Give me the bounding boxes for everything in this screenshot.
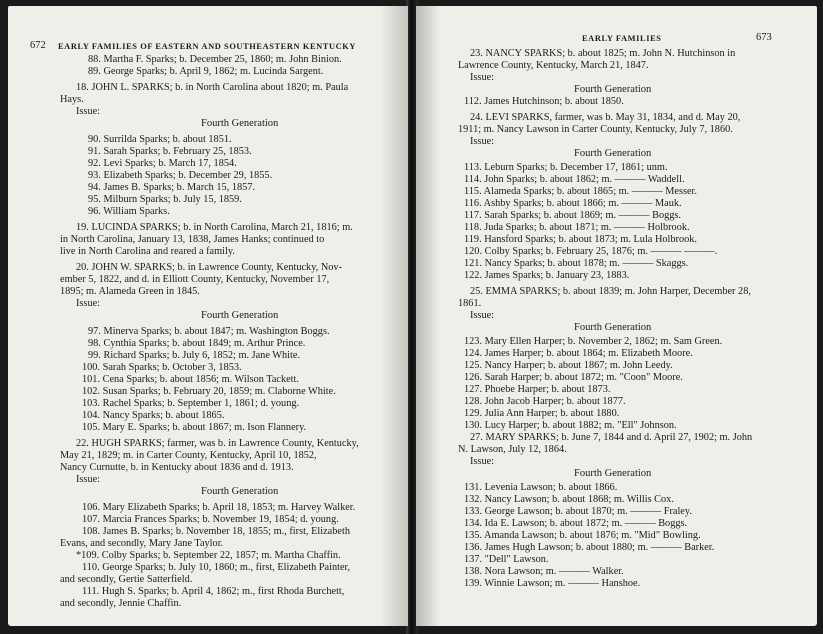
text-line: 138. Nora Lawson; m. ——— Walker. [464, 566, 624, 577]
text-line: 92. Levi Sparks; b. March 17, 1854. [88, 158, 237, 169]
text-line: 95. Milburn Sparks; b. July 15, 1859. [88, 194, 242, 205]
text-line: 88. Martha F. Sparks; b. December 25, 1860; m. John Binion. [88, 54, 342, 65]
text-line: Issue: [470, 310, 495, 321]
text-line: 1861. [458, 298, 482, 309]
left-page-content [8, 6, 408, 626]
text-line: 127. Phoebe Harper; b. about 1873. [464, 384, 611, 395]
text-line: May 21, 1829; m. in Carter County, Kentucky, April 10, 1852, [60, 450, 317, 461]
text-line: 96. William Sparks. [88, 206, 170, 217]
text-line: 105. Mary E. Sparks; b. about 1867; m. Ison Flannery. [82, 422, 307, 433]
text-line: 133. George Lawson; b. about 1870; m. ——— Fraley. [464, 506, 692, 517]
text-line: 134. Ida E. Lawson; b. about 1872; m. ——— Boggs. [464, 518, 688, 529]
text-line: Issue: [76, 298, 101, 309]
text-line: Issue: [470, 456, 495, 467]
text-line: 27. MARY SPARKS; b. June 7, 1844 and d. April 27, 1902; m. John [470, 432, 753, 443]
text-line: 116. Ashby Sparks; b. about 1866; m. ——— Mauk. [464, 198, 682, 209]
text-line: *109. Colby Sparks; b. September 22, 1857; m. Martha Chaffin. [76, 550, 341, 561]
text-line: 90. Surrilda Sparks; b. about 1851. [88, 134, 232, 145]
text-line: Hays. [60, 94, 84, 105]
generation-heading: Fourth Generation [201, 118, 279, 129]
text-line: 108. James B. Sparks; b. November 18, 1855; m., first, Elizabeth [82, 526, 350, 537]
text-line: 19. LUCINDA SPARKS; b. in North Carolina, March 21, 1816; m. [76, 222, 353, 233]
text-line: 117. Sarah Sparks; b. about 1869; m. ——— Boggs. [464, 210, 681, 221]
text-line: 110. George Sparks; b. July 10, 1860; m., first, Elizabeth Painter, [82, 562, 351, 573]
text-line: 136. James Hugh Lawson; b. about 1880; m. ——— Barker. [464, 542, 715, 553]
text-line: Lawrence County, Kentucky, March 21, 1847. [458, 60, 649, 71]
generation-heading: Fourth Generation [574, 322, 652, 333]
text-line: and secondly, Gertie Satterfield. [60, 574, 193, 585]
left-page [8, 6, 408, 626]
text-line: 99. Richard Sparks; b. July 6, 1852; m. Jane White. [88, 350, 301, 361]
text-line: 114. John Sparks; b. about 1862; m. ——— Waddell. [464, 174, 685, 185]
text-line: 93. Elizabeth Sparks; b. December 29, 1855. [88, 170, 273, 181]
text-line: 18. JOHN L. SPARKS; b. in North Carolina about 1820; m. Paula [76, 82, 349, 93]
generation-heading: Fourth Generation [574, 468, 652, 479]
text-line: 1895; m. Alameda Green in 1845. [60, 286, 200, 297]
right-page-number: 673 [756, 32, 772, 43]
text-line: 106. Mary Elizabeth Sparks; b. April 18, 1853; m. Harvey Walker. [82, 502, 356, 513]
text-line: 89. George Sparks; b. April 9, 1862; m. Lucinda Sargent. [88, 66, 324, 77]
left-page-number: 672 [30, 40, 46, 51]
text-line: 130. Lucy Harper; b. about 1882; m. "Ell" Johnson. [464, 420, 677, 431]
text-line: 25. EMMA SPARKS; b. about 1839; m. John Harper, December 28, [470, 286, 751, 297]
text-line: 112. James Hutchinson; b. about 1850. [464, 96, 624, 107]
generation-heading: Fourth Generation [201, 486, 279, 497]
text-line: 101. Cena Sparks; b. about 1856; m. Wilson Tackett. [82, 374, 299, 385]
text-line: Nancy Curnutte, b. in Kentucky about 1836 and d. 1913. [60, 462, 294, 473]
text-line: 98. Cynthia Sparks; b. about 1849; m. Arthur Prince. [88, 338, 306, 349]
text-line: Issue: [470, 72, 495, 83]
text-line: 24. LEVI SPARKS, farmer, was b. May 31, 1834, and d. May 20, [470, 112, 741, 123]
text-line: live in North Carolina and reared a family. [60, 246, 235, 257]
text-line: Issue: [76, 474, 101, 485]
text-line: 129. Julia Ann Harper; b. about 1880. [464, 408, 620, 419]
text-line: 1911; m. Nancy Lawson in Carter County, Kentucky, July 7, 1860. [458, 124, 733, 135]
text-line: 118. Juda Sparks; b. about 1871; m. ——— Holbrook. [464, 222, 690, 233]
generation-heading: Fourth Generation [201, 310, 279, 321]
text-line: 122. James Sparks; b. January 23, 1883. [464, 270, 630, 281]
text-line: ember 5, 1822, and d. in Elliott County, Kentucky, November 17, [60, 274, 330, 285]
text-line: 135. Amanda Lawson; b. about 1876; m. "Mid" Bowling. [464, 530, 701, 541]
right-page-content [416, 6, 817, 626]
text-line: 123. Mary Ellen Harper; b. November 2, 1862; m. Sam Green. [464, 336, 723, 347]
text-line: and secondly, Jennie Chaffin. [60, 598, 182, 609]
text-line: 104. Nancy Sparks; b. about 1865. [82, 410, 225, 421]
text-line: 139. Winnie Lawson; m. ——— Hanshoe. [464, 578, 641, 589]
generation-heading: Fourth Generation [574, 148, 652, 159]
right-page [416, 6, 817, 626]
text-line: 132. Nancy Lawson; b. about 1868; m. Willis Cox. [464, 494, 674, 505]
text-line: 121. Nancy Sparks; b. about 1878; m. ——— Skaggs. [464, 258, 689, 269]
text-line: 22. HUGH SPARKS; farmer, was b. in Lawrence County, Kentucky, [76, 438, 359, 449]
text-line: 120. Colby Sparks; b. February 25, 1876; m. ——— ———. [464, 246, 718, 257]
text-line: Issue: [470, 136, 495, 147]
text-line: 124. James Harper; b. about 1864; m. Elizabeth Moore. [464, 348, 693, 359]
text-line: 100. Sarah Sparks; b. October 3, 1853. [82, 362, 242, 373]
text-line: 119. Hansford Sparks; b. about 1873; m. Lula Holbrook. [464, 234, 697, 245]
text-line: 125. Nancy Harper; b. about 1867; m. John Leedy. [464, 360, 673, 371]
text-line: 23. NANCY SPARKS; b. about 1825; m. John N. Hutchinson in [470, 48, 736, 59]
text-line: N. Lawson, July 12, 1864. [458, 444, 567, 455]
text-line: Evans, and secondly, Mary Jane Taylor. [60, 538, 224, 549]
right-running-header: EARLY FAMILIES [582, 34, 662, 43]
text-line: 115. Alameda Sparks; b. about 1865; m. ——— Messer. [464, 186, 697, 197]
text-line: 103. Rachel Sparks; b. September 1, 1861; d. young. [82, 398, 300, 409]
text-line: 91. Sarah Sparks; b. February 25, 1853. [88, 146, 252, 157]
text-line: 102. Susan Sparks; b. February 20, 1859; m. Claborne White. [82, 386, 336, 397]
text-line: 128. John Jacob Harper; b. about 1877. [464, 396, 626, 407]
left-running-header: EARLY FAMILIES OF EASTERN AND SOUTHEASTERN KENTUCKY [58, 42, 357, 51]
generation-heading: Fourth Generation [574, 84, 652, 95]
text-line: 107. Marcia Frances Sparks; b. November 19, 1854; d. young. [82, 514, 339, 525]
text-line: 111. Hugh S. Sparks; b. April 4, 1862; m., first Rhoda Burchett, [82, 586, 345, 597]
text-line: 131. Levenia Lawson; b. about 1866. [464, 482, 618, 493]
text-line: 20. JOHN W. SPARKS; b. in Lawrence County, Kentucky, Nov- [76, 262, 342, 273]
text-line: in North Carolina, January 13, 1838, James Hanks; continued to [60, 234, 325, 245]
text-line: 137. "Dell" Lawson. [464, 554, 549, 565]
text-line: Issue: [76, 106, 101, 117]
text-line: 126. Sarah Harper; b. about 1872; m. "Coon" Moore. [464, 372, 683, 383]
text-line: 97. Minerva Sparks; b. about 1847; m. Washington Boggs. [88, 326, 330, 337]
text-line: 113. Leburn Sparks; b. December 17, 1861; unm. [464, 162, 668, 173]
text-line: 94. James B. Sparks; b. March 15, 1857. [88, 182, 256, 193]
